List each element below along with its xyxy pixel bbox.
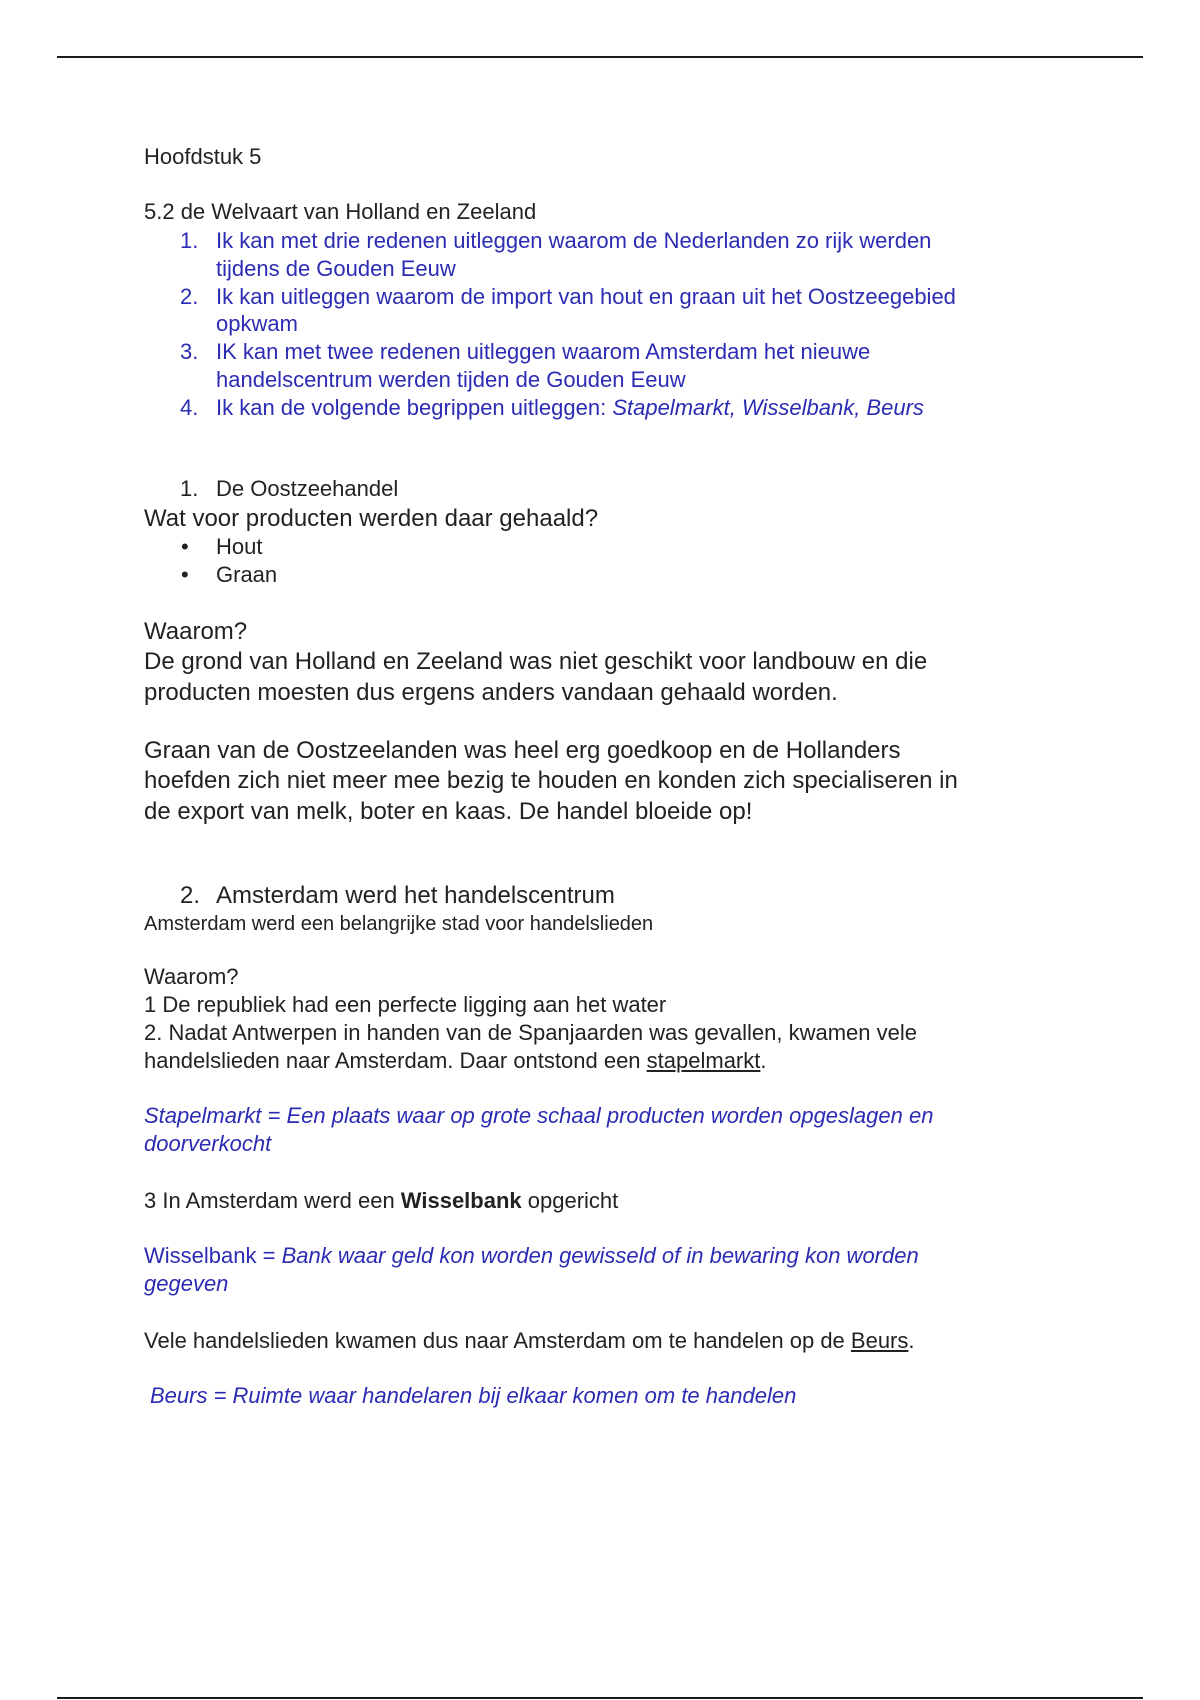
reason-line: 2. Nadat Antwerpen in handen van de Spanjaarden was gevallen, kwamen vele bbox=[144, 1020, 917, 1045]
reason-line: 1 De republiek had een perfecte ligging aan het water bbox=[144, 992, 667, 1017]
reason-text: 3 In Amsterdam werd een bbox=[144, 1188, 401, 1213]
part1-number: 1. bbox=[180, 476, 199, 501]
reason-text: handelslieden naar Amsterdam. Daar ontstond een bbox=[144, 1048, 647, 1073]
goal-text: Ik kan met drie redenen uitleggen waarom de Nederlanden zo rijk werden bbox=[216, 228, 932, 253]
paragraph-text: Vele handelslieden kwamen dus naar Amsterdam om te handelen op de bbox=[144, 1328, 851, 1353]
definition-line: doorverkocht bbox=[144, 1131, 272, 1156]
goal-number: 4. bbox=[180, 395, 199, 420]
term-stapelmarkt: stapelmarkt bbox=[646, 1048, 761, 1073]
section-title: 5.2 de Welvaart van Holland en Zeeland bbox=[144, 199, 537, 224]
goal-text: IK kan met twee redenen uitleggen waarom Amsterdam het nieuwe bbox=[216, 339, 871, 364]
top-rule bbox=[57, 56, 1143, 58]
paragraph-line: De grond van Holland en Zeeland was niet geschikt voor landbouw en die bbox=[144, 648, 928, 675]
chapter-label: Hoofdstuk 5 bbox=[144, 144, 262, 169]
goal-text: handelscentrum werden tijden de Gouden Eeuw bbox=[216, 367, 686, 392]
bottom-rule bbox=[57, 1697, 1143, 1699]
goal-text: tijdens de Gouden Eeuw bbox=[216, 256, 456, 281]
part2-why: Waarom? bbox=[144, 964, 239, 989]
goal-number: 3. bbox=[180, 339, 199, 364]
reason-line bbox=[144, 1190, 618, 1212]
paragraph-text-end: . bbox=[908, 1328, 915, 1353]
reason-text-end: opgericht bbox=[521, 1188, 619, 1213]
reason-line bbox=[144, 1050, 767, 1072]
part2-subtitle: Amsterdam werd een belangrijke stad voor handelslieden bbox=[144, 913, 654, 935]
paragraph-line: de export van melk, boter en kaas. De handel bloeide op! bbox=[144, 798, 753, 825]
definition-line: gegeven bbox=[144, 1271, 229, 1296]
part1-why: Waarom? bbox=[144, 618, 248, 645]
term-beurs: Beurs bbox=[850, 1328, 909, 1353]
goal-text: Ik kan uitleggen waarom de import van hout en graan uit het Oostzeegebied bbox=[216, 284, 956, 309]
reason-text-end: . bbox=[760, 1048, 767, 1073]
paragraph-line: producten moesten dus ergens anders vandaan gehaald worden. bbox=[144, 679, 838, 706]
definition-term: Wisselbank = bbox=[144, 1243, 282, 1268]
goal-text bbox=[216, 397, 924, 419]
goal-number: 1. bbox=[180, 228, 199, 253]
definition-line bbox=[144, 1245, 919, 1267]
definition-line: Beurs = Ruimte waar handelaren bij elkaar komen om te handelen bbox=[150, 1383, 797, 1408]
paragraph-line: hoefden zich niet meer mee bezig te houden en konden zich specialiseren in bbox=[144, 767, 958, 794]
part1-question: Wat voor producten werden daar gehaald? bbox=[144, 505, 599, 532]
goal-number: 2. bbox=[180, 284, 199, 309]
part2-number: 2. bbox=[180, 882, 201, 909]
goal-text-plain: Ik kan de volgende begrippen uitleggen: bbox=[216, 395, 613, 420]
bullet-item: Graan bbox=[216, 562, 278, 587]
term-wisselbank: Wisselbank bbox=[400, 1188, 522, 1213]
part2-heading: Amsterdam werd het handelscentrum bbox=[216, 882, 615, 909]
bullet-dot: • bbox=[181, 534, 189, 559]
goal-text: opkwam bbox=[216, 311, 298, 336]
bullet-dot: • bbox=[181, 562, 189, 587]
bullet-item: Hout bbox=[216, 534, 263, 559]
paragraph-line: Graan van de Oostzeelanden was heel erg goedkoop en de Hollanders bbox=[144, 737, 901, 764]
part1-heading: De Oostzeehandel bbox=[216, 476, 399, 501]
definition-text: Bank waar geld kon worden gewisseld of in bewaring kon worden bbox=[281, 1243, 919, 1268]
paragraph-line bbox=[144, 1330, 915, 1352]
definition-line: Stapelmarkt = Een plaats waar op grote schaal producten worden opgeslagen en bbox=[144, 1103, 934, 1128]
goal-terms: Stapelmarkt, Wisselbank, Beurs bbox=[612, 395, 924, 420]
